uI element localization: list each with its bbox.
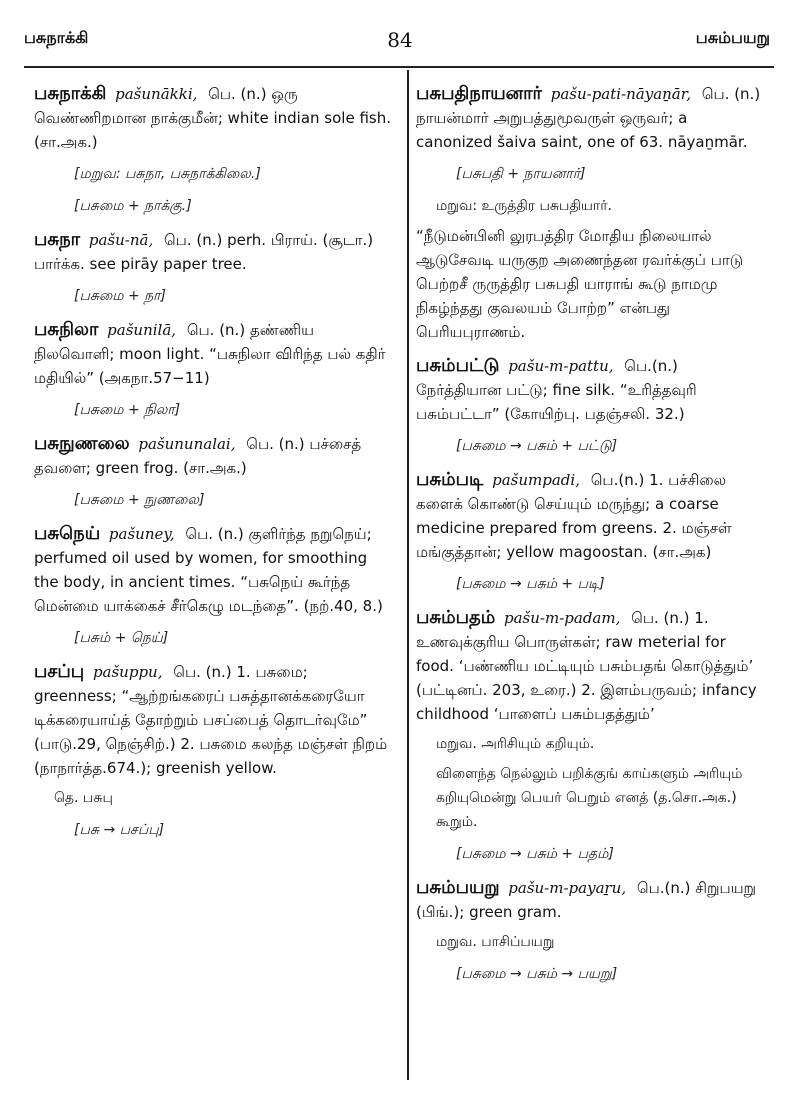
dictionary-entry	[34, 228, 394, 308]
transliteration: pašu-m-padam,	[504, 609, 621, 627]
dictionary-entry	[34, 522, 394, 650]
etymology: [பசுமை + நுணலை]	[74, 492, 205, 508]
transliteration: pašuppu,	[92, 663, 163, 681]
header-left-guideword: பசுநாக்கி	[24, 28, 89, 47]
transliteration: pašumpadi,	[492, 471, 580, 489]
page-header	[0, 0, 800, 74]
dictionary-entry	[34, 82, 394, 218]
headword: பசும்படி	[416, 469, 484, 490]
definition: பெ. (n.) நாயன்மார் அறுபத்துமூவருள் ஒருவர்; a canonized šaiva saint, one of 63. nāyaṉmār.	[416, 85, 761, 151]
left-column	[34, 82, 394, 852]
headword: பசுநெய்	[34, 523, 101, 544]
transliteration: pašu-nā,	[88, 231, 154, 249]
etymology: [பசுமை → பசும் → பயறு]	[456, 966, 618, 982]
etymology: [பசுமை + நா]	[74, 288, 166, 304]
etymology: [பசுமை + நாக்கு.]	[74, 198, 192, 214]
headword: பசும்பதம்	[416, 607, 496, 628]
transliteration: pašuney,	[108, 525, 175, 543]
headword: பசுநிலா	[34, 319, 99, 340]
dictionary-entry	[34, 660, 394, 842]
transliteration: pašunākki,	[115, 85, 198, 103]
column-divider	[407, 70, 409, 1080]
right-column	[416, 82, 768, 996]
etymology: [பசும் + நெய்]	[74, 630, 169, 646]
headword: பசும்பயறு	[416, 877, 500, 898]
definition: பெ. (n.) ஒரு வெண்ணிறமான நாக்குமீன்; white indian sole fish. (சா.அக.)	[34, 85, 391, 151]
headword: பசுநாக்கி	[34, 83, 107, 104]
definition: பெ. (n.) perh. பிராய். (சூடா.) பார்க்க. see pirāy paper tree.	[34, 231, 374, 273]
transliteration: pašununalai,	[138, 435, 236, 453]
synonym-note: மறுவ: உருத்திர பசுபதியார்.	[436, 198, 613, 214]
dictionary-entry	[416, 606, 768, 866]
cognate: தெ. பசுபு	[54, 790, 113, 806]
definition: பெ. (n.) குளிர்ந்த நறுநெய்; perfumed oil used by women, for smoothing the body, in ancient times. “பசுநெய் கூர்ந்த மென்மை யாக்கைச் சீர்கெழு மடந்தை”. (நற்.40, 8.)	[34, 525, 383, 615]
header-right-guideword: பசும்பயறு	[695, 28, 770, 47]
definition: பெ.(n.) 1. பச்சிலை களைக் கொண்டு செய்யும் மருந்து; a coarse medicine prepared from greens. 2. மஞ்சள் மங்குத்தான்; yellow magoostan. (சா.அக)	[416, 471, 732, 561]
citation-note: விளைந்த நெல்லும் பறிக்குங் காய்களும் அரியும் கறியுமென்று பெயர் பெறும் எனத் (த.சொ.அக.) கூறும்.	[436, 766, 743, 830]
definition: பெ. (n.) 1. உணவுக்குரிய பொருள்கள்; raw meterial for food. ‘பண்ணிய மட்டியும் பசும்பதங் கொடுத்தும்’ (பட்டினப். 203, உரை.) 2. இளம்பருவம்; infancy childhood ‘பாளைப் பசும்பதத்தும்’	[416, 609, 757, 723]
quotation: “நீடுமன்பினி லுரபத்திர மோதிய நிலையால் ஆடுசேவடி யருகுற அணைந்தன ரவர்க்குப் பாடு பெற்றசீ ருருத்திர பசுபதி யாராங் கூடு நாமமு நிகழ்ந்தது குவலயம் போற்ற” என்பது பெரியபுராணம்.	[416, 227, 744, 341]
definition: பெ. (n.) தண்ணிய நிலவொளி; moon light. “பசுநிலா விரிந்த பல் கதிர் மதியில்” (அகநா.57−11)	[34, 321, 386, 387]
dictionary-entry	[416, 876, 768, 986]
dictionary-entry	[34, 318, 394, 422]
transliteration: pašu-m-payaṟu,	[508, 879, 627, 897]
headword: பசுபதிநாயனார்	[416, 83, 542, 104]
dictionary-entry	[416, 82, 768, 344]
etymology: [பசுமை → பசும் + பட்டு]	[456, 438, 618, 454]
definition: பெ. (n.) 1. பசுமை; greenness; “ஆற்றங்கரைப் பசுத்தானக்கரையோ டிக்கரையாய்த் தோற்றும் பசப்பைத் தொடர்வுமே” (பாடு.29, நெஞ்சிற்.) 2. பசுமை கலந்த மஞ்சள் நிறம் (நாநார்த்த.674.); greenish yellow.	[34, 663, 388, 777]
definition: பெ.(n.) சிறுபயறு (பிங்.); green gram.	[416, 879, 757, 921]
headword: பசப்பு	[34, 661, 85, 682]
transliteration: pašu-pati-nāyaṉār,	[550, 85, 692, 103]
headword: பசும்பட்டு	[416, 355, 500, 376]
synonym-note: மறுவ. அரிசியும் கறியும்.	[436, 736, 595, 752]
header-divider	[24, 66, 774, 68]
dictionary-entry	[416, 354, 768, 458]
etymology: [மறுவ: பசுநா, பசுநாக்கிலை.]	[74, 166, 261, 182]
etymology: [பசுமை → பசும் + படி]	[456, 576, 605, 592]
transliteration: pašu-m-pattu,	[508, 357, 614, 375]
synonym-note: மறுவ. பாசிப்பயறு	[436, 934, 555, 950]
definition: பெ.(n.) நேர்த்தியான பட்டு; fine silk. “உரித்தவுரி பசும்பட்டா” (கோயிற்பு. பதஞ்சலி. 32.)	[416, 357, 697, 423]
headword: பசுநா	[34, 229, 81, 250]
dictionary-entry	[34, 432, 394, 512]
definition: பெ. (n.) பச்சைத் தவளை; green frog. (சா.அக.)	[34, 435, 362, 477]
etymology: [பசுமை → பசும் + பதம்]	[456, 846, 614, 862]
transliteration: pašunilā,	[107, 321, 177, 339]
headword: பசுநுணலை	[34, 433, 130, 454]
etymology: [பசு → பசப்பு]	[74, 822, 165, 838]
dictionary-entry	[416, 468, 768, 596]
etymology: [பசுமை + நிலா]	[74, 402, 181, 418]
etymology: [பசுபதி + நாயனார்]	[456, 166, 586, 182]
page-number: 84	[387, 28, 413, 52]
